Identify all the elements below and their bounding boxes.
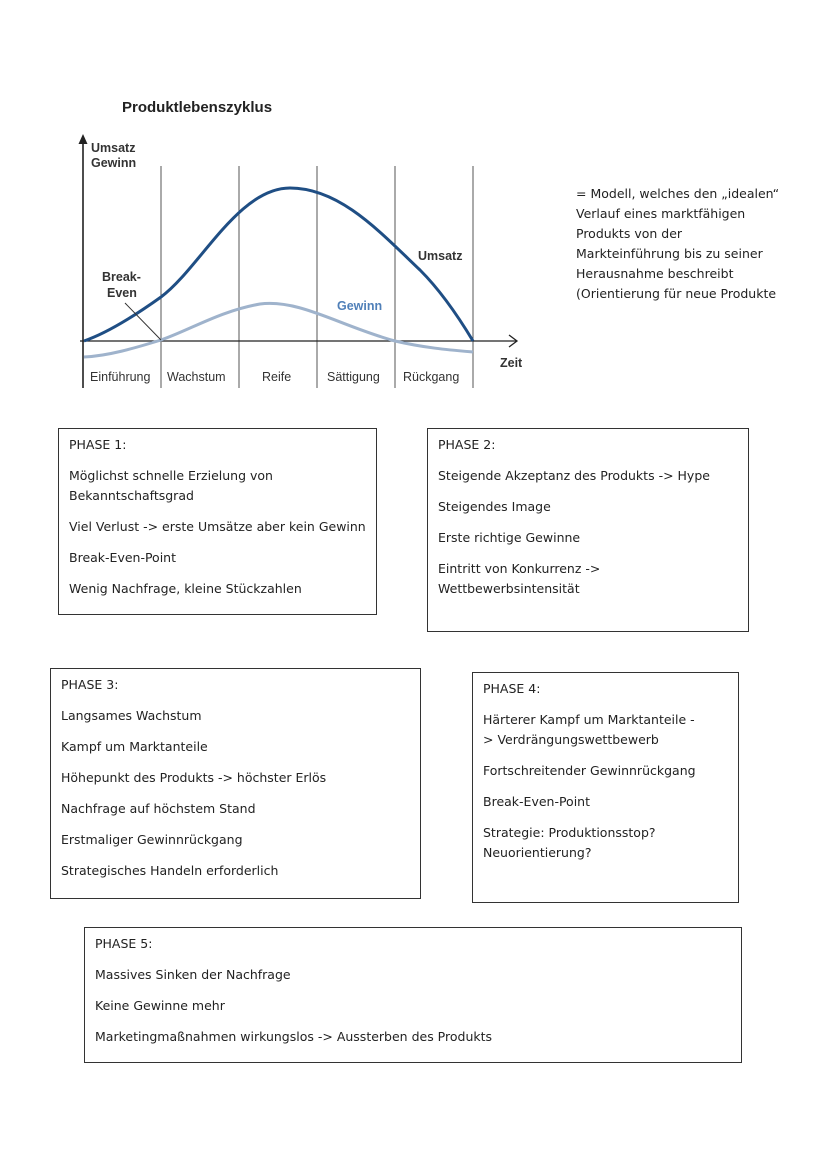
phase-item: Strategisches Handeln erforderlich	[61, 863, 279, 878]
phase-title: PHASE 3:	[61, 677, 119, 692]
phase-item: Steigende Akzeptanz des Produkts -> Hype	[438, 468, 710, 483]
phase-4-box	[472, 672, 739, 903]
phase-label-reife: Reife	[262, 370, 292, 384]
phase-label-wachstum: Wachstum	[167, 370, 226, 384]
y-axis-label-umsatz: Umsatz	[91, 141, 136, 155]
definition-line: (Orientierung für neue Produkte	[576, 286, 777, 301]
x-axis-label: Zeit	[500, 356, 523, 370]
phase-item: Break-Even-Point	[69, 550, 176, 565]
phase-title: PHASE 2:	[438, 437, 496, 452]
phase-item: Massives Sinken der Nachfrage	[95, 967, 291, 982]
phase-item: Härterer Kampf um Marktanteile -> Verdrängungswettbewerb	[483, 712, 695, 747]
y-axis-label-gewinn: Gewinn	[91, 156, 137, 170]
definition-text	[576, 184, 826, 304]
phase-1-box	[58, 428, 377, 615]
phase-item: Höhepunkt des Produkts -> höchster Erlös	[61, 770, 327, 785]
phase-item: Strategie: Produktionsstop? Neuorientierung?	[483, 825, 656, 860]
phase-item: Erstmaliger Gewinnrückgang	[61, 832, 243, 847]
phase-label-rueckgang: Rückgang	[403, 370, 460, 384]
phase-item: Steigendes Image	[438, 499, 551, 514]
phase-3-box	[50, 668, 421, 899]
phase-label-saettigung: Sättigung	[327, 370, 380, 384]
phase-title: PHASE 4:	[483, 681, 541, 696]
phase-item: Fortschreitender Gewinnrückgang	[483, 763, 696, 778]
phase-item: Erste richtige Gewinne	[438, 530, 581, 545]
phase-title: PHASE 1:	[69, 437, 127, 452]
phase-2-box	[427, 428, 749, 632]
phase-5-box	[84, 927, 742, 1063]
phase-item: Eintritt von Konkurrenz -> Wettbewerbsintensität	[438, 561, 601, 596]
phase-item: Break-Even-Point	[483, 794, 590, 809]
phase-item: Marketingmaßnahmen wirkungslos -> Aussterben des Produkts	[95, 1029, 493, 1044]
y-axis-arrow-icon	[79, 134, 88, 144]
phase-item: Langsames Wachstum	[61, 708, 202, 723]
phase-item: Wenig Nachfrage, kleine Stückzahlen	[69, 581, 302, 596]
gewinn-curve-label: Gewinn	[337, 299, 383, 313]
definition-line: Verlauf eines marktfähigen	[576, 206, 746, 221]
break-even-label-line1: Break-	[102, 270, 141, 284]
definition-line: = Modell, welches den „idealen“	[576, 186, 780, 201]
phase-item: Viel Verlust -> erste Umsätze aber kein Gewinn	[69, 519, 366, 534]
definition-line: Produkts von der	[576, 226, 683, 241]
phase-item: Möglichst schnelle Erzielung von Bekanntschaftsgrad	[69, 468, 273, 503]
umsatz-curve	[84, 188, 473, 341]
phase-item: Nachfrage auf höchstem Stand	[61, 801, 256, 816]
umsatz-curve-label: Umsatz	[418, 249, 463, 263]
phase-title: PHASE 5:	[95, 936, 153, 951]
definition-line: Herausnahme beschreibt	[576, 266, 734, 281]
phase-item: Kampf um Marktanteile	[61, 739, 208, 754]
phase-item: Keine Gewinne mehr	[95, 998, 225, 1013]
phase-label-einfuehrung: Einführung	[90, 370, 151, 384]
definition-line: Markteinführung bis zu seiner	[576, 246, 763, 261]
break-even-label-line2: Even	[107, 286, 137, 300]
diagram-title: Produktlebenszyklus	[122, 99, 273, 116]
